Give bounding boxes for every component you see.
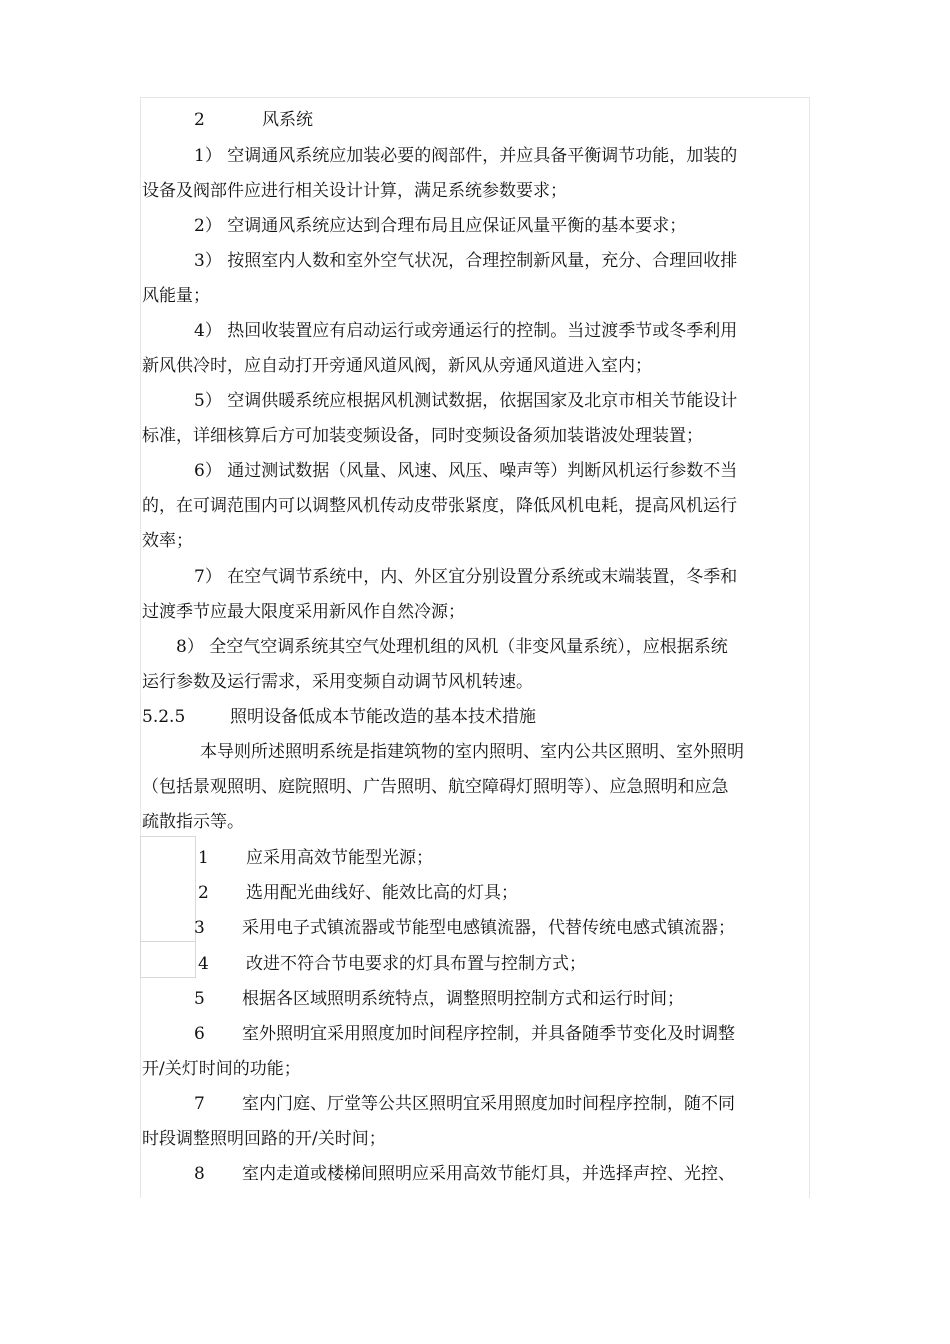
paragraph-line: 开/关灯时间的功能； [142, 1059, 301, 1079]
list-item: 改进不符合节电要求的灯具布置与控制方式； [246, 954, 586, 974]
paragraph-line: 7） 在空气调节系统中，内、外区宜分别设置分系统或末端装置，冬季和 [194, 567, 738, 587]
list-item: 采用电子式镇流器或节能型电感镇流器，代替传统电感式镇流器； [242, 918, 735, 938]
list-number: 1 [198, 848, 209, 868]
list-item: 选用配光曲线好、能效比高的灯具； [246, 883, 518, 903]
list-number: 6 [194, 1024, 205, 1044]
paragraph-line: 6） 通过测试数据（风量、风速、风压、噪声等）判断风机运行参数不当 [194, 461, 738, 481]
list-item: 应采用高效节能型光源； [246, 848, 433, 868]
paragraph-line: 运行参数及运行需求，采用变频自动调节风机转速。 [142, 672, 533, 692]
list-number: 4 [198, 954, 209, 974]
table-cell-box [140, 905, 196, 942]
paragraph-line: 标准，详细核算后方可加装变频设备，同时变频设备须加装谐波处理装置； [142, 426, 703, 446]
paragraph-line: 时段调整照明回路的开/关时间； [142, 1129, 386, 1149]
table-cell-box [140, 941, 196, 978]
section-title: 照明设备低成本节能改造的基本技术措施 [230, 707, 536, 727]
table-cell-box [140, 836, 196, 907]
paragraph-line: 设备及阀部件应进行相关设计计算，满足系统参数要求； [142, 181, 567, 201]
list-number: 5 [194, 989, 205, 1009]
list-number: 8 [194, 1164, 205, 1184]
paragraph-line: 本导则所述照明系统是指建筑物的室内照明、室内公共区照明、室外照明 [200, 742, 744, 762]
paragraph-line: 风能量； [142, 286, 210, 306]
section-number: 2 [194, 110, 205, 130]
paragraph-line: 4） 热回收装置应有启动运行或旁通运行的控制。当过渡季节或冬季利用 [194, 321, 738, 341]
paragraph-line: 过渡季节应最大限度采用新风作自然冷源； [142, 602, 465, 622]
list-item: 室内门庭、厅堂等公共区照明宜采用照度加时间程序控制，随不同 [242, 1094, 735, 1114]
paragraph-line: （包括景观照明、庭院照明、广告照明、航空障碍灯照明等）、应急照明和应急 [142, 777, 729, 797]
paragraph-line: 效率； [142, 531, 193, 551]
section-title: 风系统 [262, 110, 313, 130]
paragraph-line: 新风供冷时，应自动打开旁通风道风阀，新风从旁通风道进入室内； [142, 356, 652, 376]
list-number: 7 [194, 1094, 205, 1114]
list-item: 室外照明宜采用照度加时间程序控制，并具备随季节变化及时调整 [242, 1024, 735, 1044]
list-number: 3 [194, 918, 205, 938]
paragraph-line: 8） 全空气空调系统其空气处理机组的风机（非变风量系统），应根据系统 [176, 637, 728, 657]
list-number: 2 [198, 883, 209, 903]
paragraph-line: 1） 空调通风系统应加装必要的阀部件，并应具备平衡调节功能，加装的 [194, 146, 738, 166]
paragraph-line: 2） 空调通风系统应达到合理布局且应保证风量平衡的基本要求； [194, 216, 687, 236]
paragraph-line: 疏散指示等。 [142, 812, 244, 832]
paragraph-line: 3） 按照室内人数和室外空气状况，合理控制新风量，充分、合理回收排 [194, 251, 738, 271]
list-item: 根据各区域照明系统特点，调整照明控制方式和运行时间； [242, 989, 684, 1009]
paragraph-line: 的，在可调范围内可以调整风机传动皮带张紧度，降低风机电耗，提高风机运行 [142, 496, 737, 516]
list-item: 室内走道或楼梯间照明应采用高效节能灯具，并选择声控、光控、 [242, 1164, 735, 1184]
paragraph-line: 5） 空调供暖系统应根据风机测试数据，依据国家及北京市相关节能设计 [194, 391, 738, 411]
section-number: 5.2.5 [142, 707, 186, 727]
